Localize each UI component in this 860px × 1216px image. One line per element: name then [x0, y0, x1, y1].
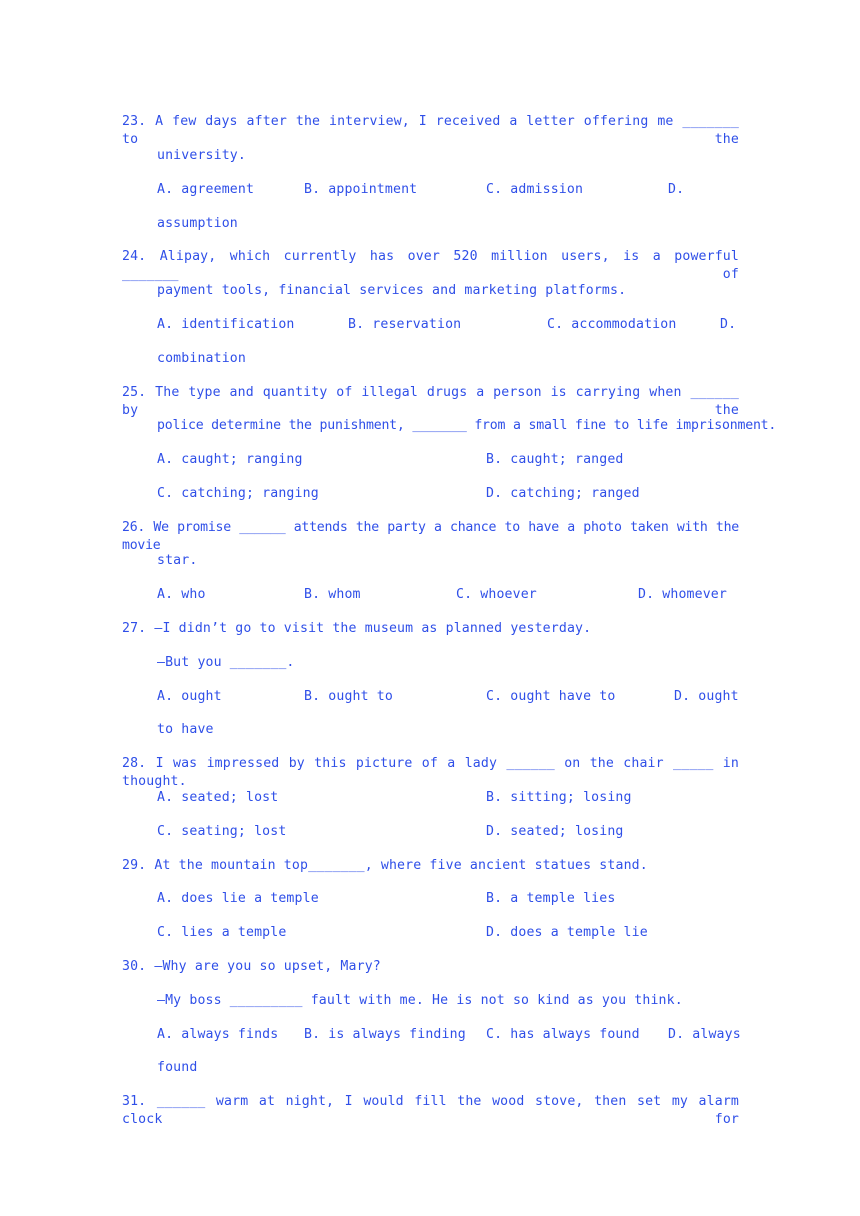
question-28-option-a: A. seated; lost	[157, 790, 279, 805]
question-25-option-b: B. caught; ranged	[486, 452, 624, 467]
question-23-option-a: A. agreement	[157, 182, 255, 197]
question-27-option-b: B. ought to	[304, 689, 393, 704]
question-27-option-d: D. ought	[674, 689, 739, 704]
question-29-option-d: D. does a temple lie	[486, 925, 648, 940]
question-30-stem-line1: 30. —Why are you so upset, Mary?	[122, 959, 381, 974]
question-26-option-b: B. whom	[304, 587, 361, 602]
question-27-stem-line1: 27. —I didn’t go to visit the museum as planned yesterday.	[122, 621, 592, 636]
question-25-option-a: A. caught; ranging	[157, 452, 303, 467]
question-24-option-c: C. accommodation	[547, 317, 677, 332]
question-25-option-c: C. catching; ranging	[157, 486, 319, 501]
question-24-option-b: B. reservation	[348, 317, 462, 332]
question-30-option-c: C. has always found	[486, 1027, 640, 1042]
question-25-option-d: D. catching; ranged	[486, 486, 640, 501]
question-23-option-c: C. admission	[486, 182, 584, 197]
question-29-option-a: A. does lie a temple	[157, 891, 319, 906]
question-30-option-a: A. always finds	[157, 1027, 279, 1042]
question-29-option-c: C. lies a temple	[157, 925, 287, 940]
question-24-option-d: D.	[720, 317, 737, 332]
question-26-stem-line1: 26. We promise ______ attends the party a chance to have a photo taken with the movie	[122, 520, 739, 553]
question-25-stem-line1: 25. The type and quantity of illegal drugs a person is carrying when ______ by the	[122, 385, 740, 418]
question-24-option-a: A. identification	[157, 317, 295, 332]
question-29-option-b: B. a temple lies	[486, 891, 616, 906]
question-27-option-c: C. ought have to	[486, 689, 616, 704]
question-26-option-a: A. who	[157, 587, 206, 602]
question-30-option-d-text: found	[157, 1060, 198, 1075]
question-23-stem-line1: 23. A few days after the interview, I received a letter offering me _______ to the	[122, 114, 740, 147]
question-23-stem-line2: university.	[157, 148, 246, 163]
question-26-option-d: D. whomever	[638, 587, 727, 602]
question-29-stem-line1: 29. At the mountain top_______, where five ancient statues stand.	[122, 858, 648, 873]
question-27-option-a: A. ought	[157, 689, 222, 704]
question-30-stem-line2: —My boss _________ fault with me. He is not so kind as you think.	[157, 993, 683, 1008]
question-23-option-d: D.	[668, 182, 685, 197]
question-23-option-b: B. appointment	[304, 182, 418, 197]
question-24-option-d-text: combination	[157, 351, 246, 366]
question-31-stem-line1: 31. ______ warm at night, I would fill the wood stove, then set my alarm clock for	[122, 1094, 739, 1127]
question-24-stem-line2: payment tools, financial services and marketing platforms.	[157, 283, 627, 298]
question-28-option-b: B. sitting; losing	[486, 790, 632, 805]
question-30-option-b: B. is always finding	[304, 1027, 466, 1042]
question-23-option-d-text: assumption	[157, 216, 238, 231]
question-27-stem-line2: —But you _______.	[157, 655, 295, 670]
question-28-stem-line1: 28. I was impressed by this picture of a lady ______ on the chair _____ in thought.	[122, 756, 739, 789]
question-26-stem-line2: star.	[157, 553, 198, 568]
question-26-option-c: C. whoever	[456, 587, 537, 602]
question-30-option-d: D. always	[668, 1027, 741, 1042]
question-27-option-d-text: to have	[157, 722, 214, 737]
question-28-option-c: C. seating; lost	[157, 824, 287, 839]
question-28-option-d: D. seated; losing	[486, 824, 624, 839]
question-24-stem-line1: 24. Alipay, which currently has over 520 million users, is a powerful _______ of	[122, 249, 739, 282]
question-25-stem-line2: police determine the punishment, _______ from a small fine to life imprisonment.	[157, 418, 777, 433]
